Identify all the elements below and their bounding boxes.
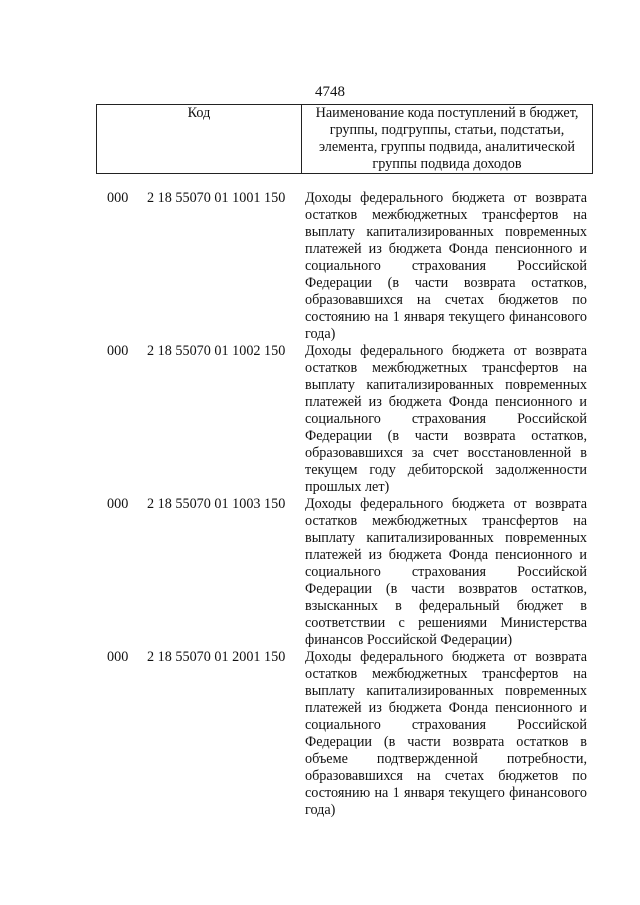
row-description: Доходы федерального бюджета от возврата остатков межбюджетных трансфертов на выплату капитализированных повременных платежей из бюджета Фонда пенсионного и социального страхования Российской Федерации (в части возврата остатков в объеме подтвержденной потребности, образовавшихся на счетах бюджетов по состоянию на 1 января текущего финансового года) (305, 649, 587, 818)
code-list (0, 190, 640, 819)
table-row (0, 190, 640, 343)
column-header-name: Наименование кода поступлений в бюджет, группы, подгруппы, статьи, подстатьи, элемента, группы подвида, аналитической группы подвида доходов (302, 105, 593, 174)
table-header-row (97, 105, 593, 174)
row-description: Доходы федерального бюджета от возврата остатков межбюджетных трансфертов на выплату капитализированных повременных платежей из бюджета Фонда пенсионного и социального страхования Российской Федерации (в части возвратов остатков, взысканных в федеральный бюджет в соответствии с решениями Министерства финансов Российской Федерации) (305, 496, 587, 648)
table-row (0, 343, 640, 496)
row-admin-code: 000 (107, 649, 129, 665)
column-header-code: Код (97, 105, 302, 174)
table-header (96, 104, 593, 174)
row-income-code: 2 18 55070 01 1002 150 (147, 343, 286, 359)
table-row (0, 496, 640, 649)
row-income-code: 2 18 55070 01 1003 150 (147, 496, 286, 512)
row-admin-code: 000 (107, 343, 129, 359)
row-admin-code: 000 (107, 496, 129, 512)
row-income-code: 2 18 55070 01 1001 150 (147, 190, 286, 206)
row-admin-code: 000 (107, 190, 129, 206)
table-row (0, 649, 640, 819)
page-number: 4748 (315, 84, 345, 100)
row-description: Доходы федерального бюджета от возврата остатков межбюджетных трансфертов на выплату капитализированных повременных платежей из бюджета Фонда пенсионного и социального страхования Российской Федерации (в части возврата остатков, образовавшихся за счет восстановленной в текущем году дебиторской задолженности прошлых лет) (305, 343, 587, 495)
row-description: Доходы федерального бюджета от возврата остатков межбюджетных трансфертов на выплату капитализированных повременных платежей из бюджета Фонда пенсионного и социального страхования Российской Федерации (в части возврата остатков, образовавшихся на счетах бюджетов по состоянию на 1 января текущего финансового года) (305, 190, 587, 342)
row-income-code: 2 18 55070 01 2001 150 (147, 649, 286, 665)
